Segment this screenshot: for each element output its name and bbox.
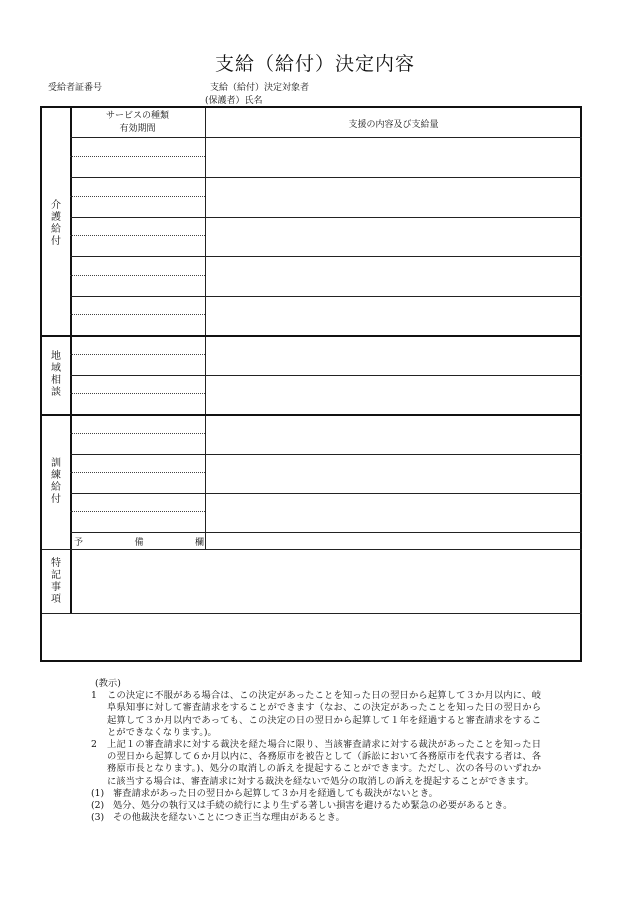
row-divider (70, 393, 205, 394)
row-divider (70, 296, 582, 297)
row-divider (70, 217, 582, 218)
document-title: 支給（給付）決定内容 (214, 53, 415, 75)
subitem-number: (3) (91, 812, 105, 824)
reserve-char: 予 (74, 538, 84, 548)
note-item-2 (91, 739, 541, 788)
section-label-regional-consultation: 地域相談 (51, 351, 61, 398)
row-divider (70, 511, 205, 512)
subitem-text: その他裁決を経ないことにつき正当な理由があるとき。 (113, 812, 345, 824)
row-divider (70, 235, 205, 236)
subitem-number: (1) (91, 787, 105, 799)
instruction-notes (91, 678, 541, 824)
reserve-column-label (74, 535, 204, 548)
notes-heading: (教示) (95, 678, 121, 689)
row-divider (70, 256, 582, 257)
note-subitem-3 (91, 812, 541, 824)
row-divider (70, 196, 205, 197)
note-subitem-2 (91, 800, 541, 812)
recipient-number-label: 受給者証番号 (48, 83, 103, 93)
header-bottom-line (70, 137, 582, 138)
subitem-number: (2) (91, 800, 105, 812)
row-divider (70, 314, 205, 315)
row-divider (70, 354, 205, 355)
section-divider (42, 335, 582, 337)
section-column-divider (70, 108, 72, 613)
guardian-name-label: (保護者）氏名 (205, 96, 263, 106)
row-divider (70, 532, 582, 533)
row-divider (70, 472, 205, 473)
subitem-text: 審査請求があった日の翌日から起算して３か月を経過しても裁決がないとき。 (113, 787, 438, 799)
service-type-header: サービスの種類 (105, 111, 169, 121)
reserve-char: 欄 (194, 538, 204, 548)
note-subitem-1 (91, 788, 541, 800)
note-text: この決定に不服がある場合は、この決定があったことを知った日の翌日から起算して３か月以内に、岐阜県知事に対して審査請求をすることができます（なお、この決定があったことを知った日の翌日から起算して３か月以内であっても、この決定の日の翌日から起算して１年を経過すると審査請求をすることができなくなります。)。 (107, 690, 541, 738)
section-divider (42, 414, 582, 416)
row-divider (70, 375, 582, 376)
section-label-training-benefits: 訓練給付 (51, 458, 61, 505)
row-divider (70, 156, 205, 157)
decision-target-label: 支給（給付）決定対象者 (210, 83, 310, 93)
row-divider (70, 275, 205, 276)
section-label-care-benefits: 介護給付 (51, 200, 61, 247)
validity-period-header: 有効期間 (119, 124, 156, 134)
section-label-special-notes: 特記事項 (51, 558, 61, 605)
row-divider (70, 454, 582, 455)
row-divider (70, 177, 582, 178)
subitem-text: 処分、処分の執行又は手続の続行により生ずる著しい損害を避けるため緊急の必要があるとき。 (113, 800, 513, 812)
note-number: 2 (91, 739, 97, 751)
decision-form-table (40, 106, 582, 662)
note-number: 1 (91, 690, 97, 702)
reserve-char: 備 (134, 538, 144, 548)
note-text: 上記１の審査請求に対する裁決を経た場合に限り、当該審査請求に対する裁決があったことを知った日の翌日から起算して６か月以内に、各務原市を被告として（訴訟において各務原市を代表する者は、各務原市長となります。)、処分の取消しの訴えを提起することができます。ただし、次の各号のいずれかに該当する場合は、審査請求に対する裁決を経ないで処分の取消しの訴えを提起することができます。 (107, 739, 541, 787)
section-divider (42, 549, 582, 550)
special-notes-bottom-line (42, 613, 582, 614)
content-column-divider (205, 108, 206, 550)
row-divider (70, 493, 582, 494)
row-divider (70, 433, 205, 434)
support-content-header: 支援の内容及び支給量 (348, 120, 439, 130)
note-item-1 (91, 690, 541, 739)
